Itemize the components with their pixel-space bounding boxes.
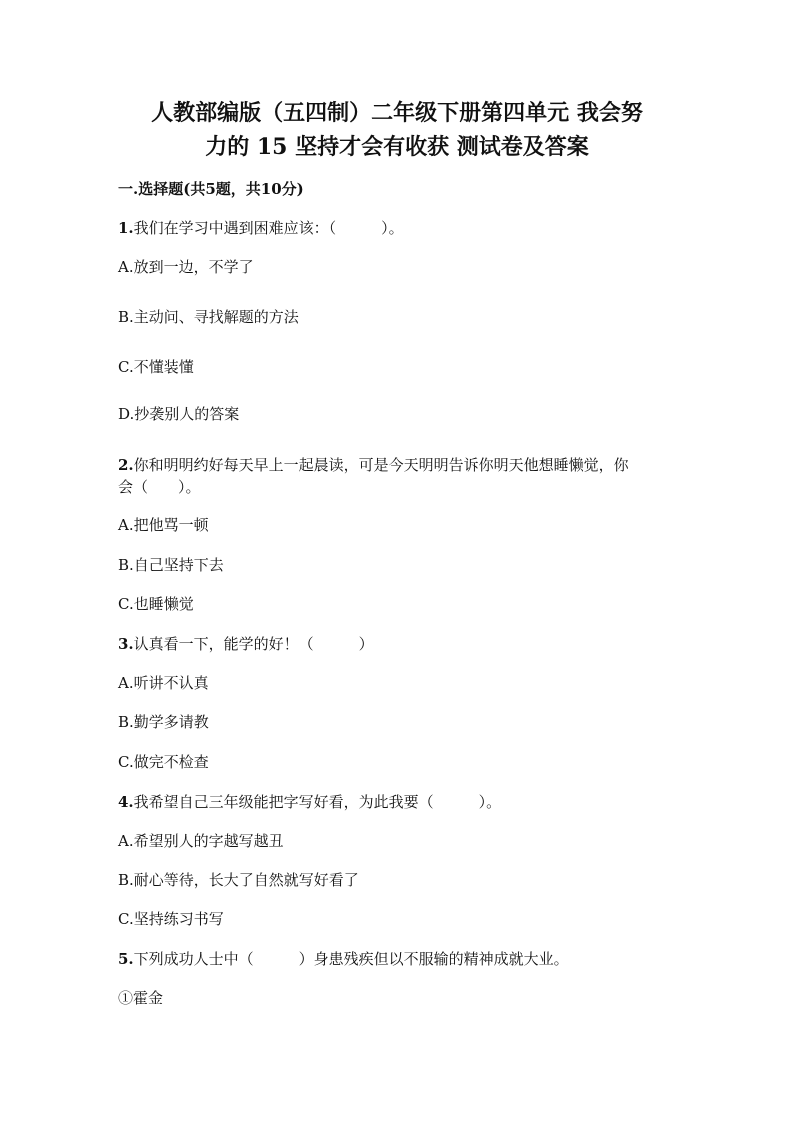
question-4	[118, 792, 501, 812]
question-text: 我们在学习中遇到困难应该：（ ）。	[133, 219, 404, 237]
question-3-option-a: A.听讲不认真	[118, 674, 209, 692]
question-text: 认真看一下，能学的好！（ ）	[133, 635, 374, 653]
question-text: 你和明明约好每天早上一起晨读，可是今天明明告诉你明天他想睡懒觉，你	[133, 456, 629, 474]
question-4-option-b: B.耐心等待，长大了自然就写好看了	[118, 871, 359, 889]
question-number: 4.	[118, 793, 134, 811]
document-title-line-2: 力的 15 坚持才会有收获 测试卷及答案	[205, 134, 589, 160]
question-1-option-d: D.抄袭别人的答案	[118, 405, 240, 423]
question-text: 下列成功人士中（ ）身患残疾但以不服输的精神成就大业。	[133, 950, 569, 968]
question-1-option-b: B.主动问、寻找解题的方法	[118, 308, 299, 326]
question-5	[118, 949, 569, 969]
question-3-option-b: B.勤学多请教	[118, 713, 209, 731]
question-number: 3.	[118, 635, 134, 653]
question-number: 1.	[118, 219, 134, 237]
question-1-option-a: A.放到一边，不学了	[118, 258, 254, 276]
question-4-option-c: C.坚持练习书写	[118, 910, 224, 928]
question-text: 我希望自己三年级能把字写好看，为此我要（ ）。	[133, 793, 502, 811]
question-4-option-a: A.希望别人的字越写越丑	[118, 832, 284, 850]
question-1	[118, 218, 404, 238]
section-heading: 一.选择题(共5题，共10分)	[118, 180, 304, 198]
document-title-line-1: 人教部编版（五四制）二年级下册第四单元 我会努	[151, 100, 643, 126]
question-3	[118, 634, 374, 654]
question-number: 2.	[118, 456, 134, 474]
question-3-option-c: C.做完不检查	[118, 753, 209, 771]
question-2-line-2: 会（ ）。	[118, 478, 201, 496]
question-5-option-1: ①霍金	[118, 989, 164, 1007]
question-number: 5.	[118, 950, 134, 968]
question-2-line-1	[118, 455, 629, 475]
question-1-option-c: C.不懂装懂	[118, 358, 194, 376]
question-2-option-b: B.自己坚持下去	[118, 556, 224, 574]
question-2-option-c: C.也睡懒觉	[118, 595, 194, 613]
question-2-option-a: A.把他骂一顿	[118, 516, 209, 534]
